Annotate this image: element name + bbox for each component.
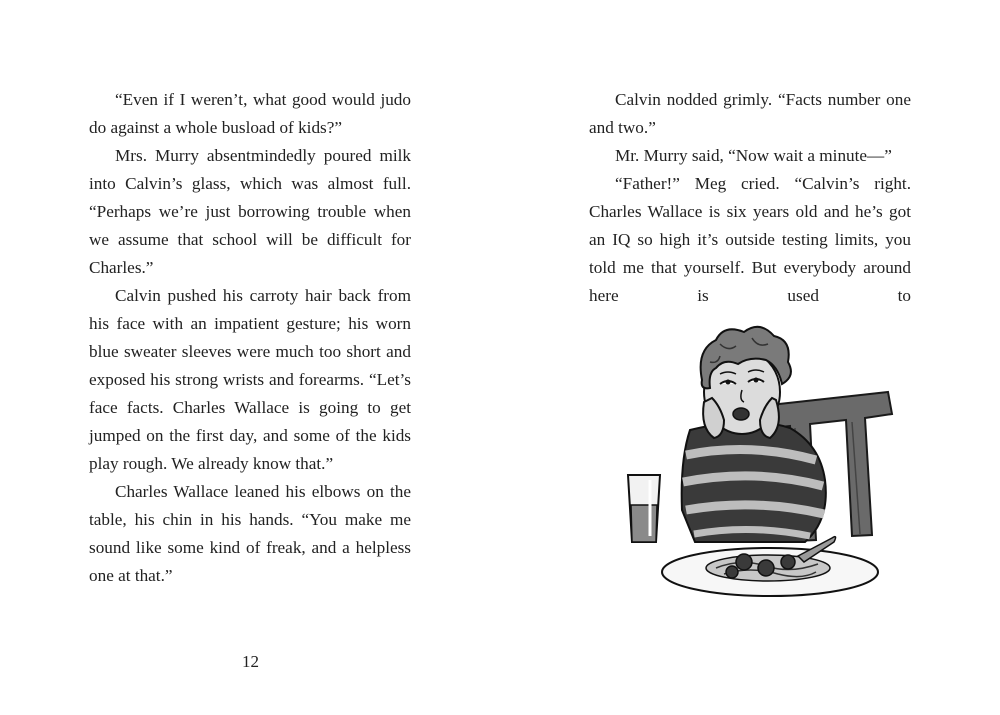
glass xyxy=(628,475,660,542)
paragraph: “Even if I weren’t, what good would judo do against a whole busload of kids?” xyxy=(89,90,411,137)
paragraph: Charles Wallace leaned his elbows on the table, his chin in his hands. “You make me sound like some kind of freak, and a helpless one at that.” xyxy=(89,482,411,585)
charles-wallace-illustration xyxy=(620,310,900,600)
paragraph: Calvin nodded grimly. “Facts number one xyxy=(615,90,911,109)
paragraph: Mrs. Murry absentmindedly poured milk into Calvin’s glass, which was almost full. “Perhaps we’re just borrowing trouble when we assume that school will be difficult for Charles.” xyxy=(89,146,411,277)
paragraph: “Father!” Meg cried. “Calvin’s right. Charles Wallace is six years old and he’s got an IQ so high it’s outside testing limits, you told me that yourself. But everybody around here is used to xyxy=(589,174,911,305)
plate-of-spaghetti xyxy=(662,537,878,596)
right-page xyxy=(500,0,1000,715)
page-number: 12 xyxy=(242,652,259,671)
paragraph: Calvin pushed his carroty hair back from his face with an impatient gesture; his worn blue sweater sleeves were much too short and exposed his strong wrists and forearms. “Let’s face facts. Charles Wallace is going to get jumped on the first day, and some of the kids play rough. We already know that.” xyxy=(89,286,411,473)
paragraph: Mr. Murry said, “Now wait a minute—” xyxy=(615,146,892,165)
left-page-text xyxy=(89,86,411,590)
striped-sweater xyxy=(682,422,826,542)
right-page-text xyxy=(589,86,911,310)
paragraph: and two.” xyxy=(589,118,656,137)
